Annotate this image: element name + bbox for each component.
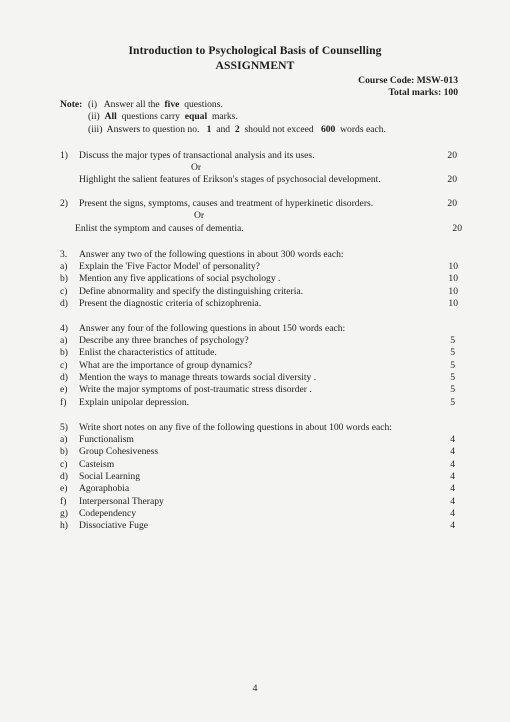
question-1-alt-text: Highlight the salient features of Erikson's stages of psychosocial development. <box>79 174 381 185</box>
question-2-alt-text: Enlist the symptom and causes of dementia. <box>75 223 244 234</box>
note-num: (iii) <box>88 124 103 135</box>
note-text: should not exceed <box>244 124 314 135</box>
question-3-number: 3. <box>60 249 68 260</box>
sub-question-text: Define abnormality and specify the distinguishing criteria. <box>79 285 304 297</box>
note-num: (ii) <box>88 111 100 122</box>
note-emphasis: 600 <box>320 124 336 135</box>
sub-question-text: Mention the ways to manage threats towards social diversity . <box>79 371 317 383</box>
note-num: (i) <box>88 99 98 110</box>
sub-question-marks: 4 <box>450 507 455 519</box>
note-text: questions carry <box>121 111 180 122</box>
course-code: Course Code: MSW-013 <box>358 75 458 86</box>
note-emphasis: All <box>104 111 117 122</box>
sub-question-text: Codependency <box>79 507 137 519</box>
sub-question-text: Social Learning <box>79 470 141 482</box>
document-subtitle: ASSIGNMENT <box>215 59 295 72</box>
sub-question-text: Explain the 'Five Factor Model' of personality? <box>79 261 260 272</box>
note-text: and <box>216 124 231 135</box>
sub-question-marks: 10 <box>448 297 458 309</box>
question-1-text: Discuss the major types of transactional analysis and its uses. <box>79 150 315 161</box>
sub-question-marks: 5 <box>450 347 455 359</box>
sub-question-marks: 4 <box>450 470 455 482</box>
sub-question-text: Functionalism <box>79 434 134 445</box>
sub-question-label: b) <box>60 347 68 359</box>
document-title: Introduction to Psychological Basis of Counselling <box>128 44 382 57</box>
sub-question-text: Explain unipolar depression. <box>79 396 190 408</box>
sub-question-marks: 5 <box>450 396 455 408</box>
sub-question-text: Mention any five applications of social psychology . <box>79 273 281 285</box>
sub-question-marks: 5 <box>450 335 455 346</box>
note-text: words each. <box>340 124 386 135</box>
sub-question-text: Enlist the characteristics of attitude. <box>79 347 217 359</box>
sub-question-label: b) <box>60 273 68 285</box>
note-text: questions. <box>184 99 223 110</box>
sub-question-text: Interpersonal Therapy <box>79 495 164 507</box>
question-5-number: 5) <box>60 422 68 433</box>
sub-question-text: Present the diagnostic criteria of schizophrenia. <box>79 297 262 309</box>
page-number: 4 <box>252 683 258 694</box>
total-marks: Total marks: 100 <box>388 87 458 98</box>
note-line-1 <box>88 99 223 111</box>
sub-question-label: e) <box>60 483 68 495</box>
sub-question-text: Write the major symptoms of post-traumatic stress disorder . <box>79 384 312 396</box>
note-text: Answers to question no. <box>106 124 200 135</box>
question-2-alt-marks: 20 <box>452 223 462 234</box>
sub-question-label: f) <box>60 495 67 507</box>
sub-question-label: c) <box>60 359 68 371</box>
question-5-text: Write short notes on any five of the following questions in about 100 words each: <box>79 422 392 433</box>
sub-question-label: a) <box>60 434 68 445</box>
sub-question-text: Dissociative Fuge <box>79 520 149 532</box>
sub-question-label: d) <box>60 470 68 482</box>
sub-question-label: b) <box>60 446 68 458</box>
sub-question-marks: 10 <box>448 273 458 285</box>
question-2-or: Or <box>194 210 205 221</box>
sub-question-label: d) <box>60 297 68 309</box>
note-text: Answer all the <box>103 99 160 110</box>
note-emphasis: 1 <box>206 124 212 135</box>
note-label: Note: <box>60 99 83 110</box>
sub-question-label: f) <box>60 396 67 408</box>
sub-question-label: c) <box>60 285 68 297</box>
sub-question-marks: 4 <box>450 520 455 532</box>
question-2-marks: 20 <box>447 198 457 209</box>
sub-question-marks: 4 <box>450 495 455 507</box>
question-1-number: 1) <box>60 150 68 161</box>
sub-question-text: What are the importance of group dynamics? <box>79 359 253 371</box>
question-1-or: Or <box>191 162 202 173</box>
sub-question-marks: 4 <box>450 458 455 470</box>
sub-question-label: a) <box>60 261 68 272</box>
sub-question-marks: 10 <box>448 285 458 297</box>
sub-question-label: d) <box>60 371 68 383</box>
question-4-text: Answer any four of the following questions in about 150 words each: <box>79 323 346 334</box>
sub-question-marks: 5 <box>450 359 455 371</box>
question-2-number: 2) <box>60 198 68 209</box>
note-text: marks. <box>211 111 238 122</box>
sub-question-marks: 10 <box>448 261 458 272</box>
sub-question-label: g) <box>60 507 68 519</box>
sub-question-label: e) <box>60 384 68 396</box>
sub-question-marks: 4 <box>450 446 455 458</box>
question-2-text: Present the signs, symptoms, causes and treatment of hyperkinetic disorders. <box>79 198 374 209</box>
note-emphasis: equal <box>184 111 208 122</box>
sub-question-text: Agoraphobia <box>79 483 130 495</box>
sub-question-text: Describe any three branches of psychology? <box>79 335 249 346</box>
sub-question-marks: 4 <box>450 483 455 495</box>
question-1-marks: 20 <box>447 150 457 161</box>
sub-question-label: a) <box>60 335 68 346</box>
sub-question-marks: 5 <box>450 371 455 383</box>
note-emphasis: 2 <box>234 124 240 135</box>
sub-question-text: Casteism <box>79 458 115 470</box>
sub-question-text: Group Cohesiveness <box>79 446 159 458</box>
question-3-text: Answer any two of the following questions in about 300 words each: <box>79 249 344 260</box>
note-line-2 <box>88 111 238 123</box>
question-1-alt-marks: 20 <box>447 174 457 185</box>
sub-question-marks: 5 <box>450 384 455 396</box>
note-line-3 <box>88 124 386 136</box>
sub-question-marks: 4 <box>450 434 455 445</box>
sub-question-label: h) <box>60 520 68 532</box>
question-4-number: 4) <box>60 323 68 334</box>
sub-question-label: c) <box>60 458 68 470</box>
note-emphasis: five <box>164 99 180 110</box>
